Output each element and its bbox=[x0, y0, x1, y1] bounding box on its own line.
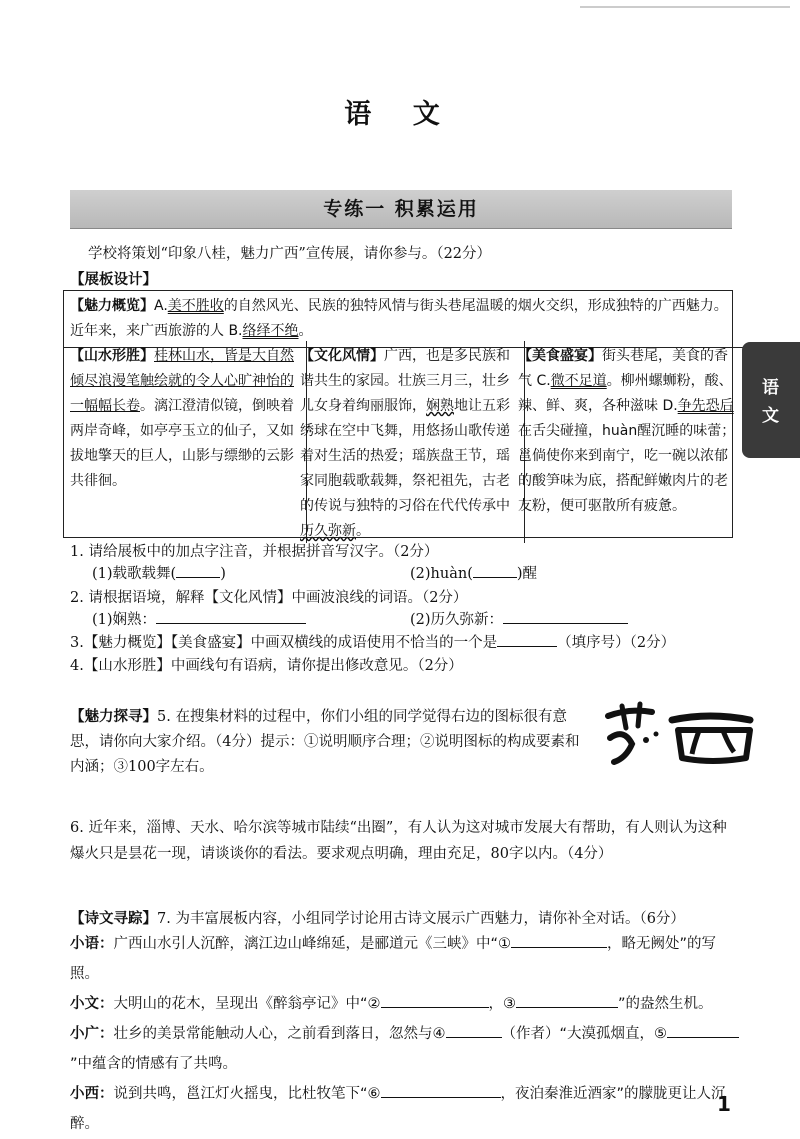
section-banner bbox=[70, 190, 732, 229]
q1-a-label: (1)载歌载舞( bbox=[92, 566, 177, 582]
food-text-c: 在舌尖碰撞，huàn醒沉睡的味蕾；邕倘使你来到南宁，吃一碗以浓郁的酸笋味为底，搭配鲜嫩肉片的老友粉，便可驱散所有疲惫。 bbox=[518, 423, 736, 514]
overview-text: 的自然风光、民族的独特风情与街头巷尾温暖的烟火交织，形成独特的广西魅力。近年来，来广西旅游的人 B. bbox=[70, 298, 728, 339]
side-tab-label: 语文 bbox=[762, 378, 779, 426]
culture-text-b: 地让五彩绣球在空中飞舞，用悠扬山歌传递着对生活的热爱；瑶族盘王节，瑶家同胞载歌载舞，祭祀祖先，古老的传说与独特的习俗在代代传承中 bbox=[300, 398, 510, 514]
blank-5[interactable] bbox=[667, 1037, 739, 1038]
board-overview bbox=[64, 291, 744, 348]
q2-part-b bbox=[410, 609, 628, 631]
option-a: A. bbox=[154, 298, 168, 314]
wavy-word-2: 历久弥新 bbox=[300, 523, 356, 539]
top-rule bbox=[580, 6, 790, 8]
q2-a-blank[interactable] bbox=[156, 623, 306, 624]
question-4: 4.【山水形胜】中画线句有语病，请你提出修改意见。（2分） bbox=[70, 658, 463, 674]
speaker-3: 小广： bbox=[70, 1026, 114, 1042]
food-tag: 【美食盛宴】 bbox=[518, 348, 602, 364]
dialogue-line-2 bbox=[70, 989, 742, 1019]
overview-tag: 【魅力概览】 bbox=[70, 298, 154, 314]
q1-part-b bbox=[410, 563, 537, 585]
idiom-d: 争先恐后 bbox=[677, 398, 734, 414]
line-3-text2: （作者）“大漠孤烟直，⑤ bbox=[501, 1026, 668, 1042]
board-label: 【展板设计】 bbox=[70, 272, 157, 288]
question-5 bbox=[70, 705, 590, 780]
board-landscape bbox=[64, 341, 307, 543]
q2-a-label: (1)娴熟： bbox=[92, 612, 157, 628]
blank-6[interactable] bbox=[381, 1097, 501, 1098]
q1-b-end: )醒 bbox=[516, 566, 538, 582]
q1-a-end: ) bbox=[220, 566, 226, 582]
q5-tag: 【魅力探寻】 bbox=[70, 709, 157, 725]
idiom-a: 美不胜收 bbox=[167, 298, 224, 314]
question-6: 6. 近年来，淄博、天水、哈尔滨等城市陆续“出圈”，有人认为这对城市发展大有帮助，有人则认为这种爆火只是昙花一现，请谈谈你的看法。要求观点明确，理由充足，80字以内。（4分） bbox=[70, 820, 727, 862]
dialogue-line-1 bbox=[70, 929, 742, 989]
q2-b-label: (2)历久弥新： bbox=[410, 612, 504, 628]
line-3-text3: ”中蕴含的情感有了共鸣。 bbox=[70, 1056, 238, 1072]
idiom-b: 络绎不绝 bbox=[242, 323, 299, 339]
q3-blank[interactable] bbox=[497, 646, 557, 647]
speaker-1: 小语： bbox=[70, 936, 114, 952]
board-culture bbox=[294, 341, 525, 543]
line-4-text: 说到共鸣，邕江灯火摇曳，比杜牧笔下“⑥ bbox=[113, 1086, 381, 1102]
food-text-b: 。柳州螺蛳粉，酸、辣、鲜、爽，各种滋味 D. bbox=[518, 373, 733, 414]
culture-tag: 【文化风情】 bbox=[300, 348, 384, 364]
q1-b-blank[interactable] bbox=[473, 577, 517, 578]
idiom-c: 微不足道 bbox=[550, 373, 607, 389]
question-2: 2. 请根据语境，解释【文化风情】中画波浪线的词语。（2分） bbox=[70, 590, 468, 606]
landscape-text: 。漓江澄清似镜，倒映着两岸奇峰，如亭亭玉立的仙子，又如拔地擎天的巨人，山影与缥缈的云影共徘徊。 bbox=[70, 398, 294, 489]
landscape-tag: 【山水形胜】 bbox=[70, 348, 154, 364]
line-2-text: 大明山的花木，呈现出《醉翁亭记》中“② bbox=[113, 996, 381, 1012]
culture-text-c: 。 bbox=[356, 523, 370, 539]
blank-2[interactable] bbox=[381, 1007, 489, 1008]
q3-text: 3.【魅力概览】【美食盛宴】中画双横线的成语使用不恰当的一个是 bbox=[70, 635, 498, 651]
q1-part-a bbox=[92, 563, 226, 585]
display-board bbox=[63, 290, 736, 539]
subject-side-tab bbox=[742, 342, 800, 458]
blank-4[interactable] bbox=[446, 1037, 502, 1038]
page-number: 1 bbox=[717, 1092, 731, 1116]
line-2-text2: ，③ bbox=[488, 996, 517, 1012]
line-3-text: 壮乡的美景常能触动人心，之前看到落日，忽然与④ bbox=[113, 1026, 446, 1042]
line-1-text: 广西山水引人沉醉，漓江边山峰绵延，是郦道元《三峡》中“① bbox=[113, 936, 512, 952]
question-3 bbox=[70, 632, 675, 654]
dialogue-line-4 bbox=[70, 1079, 742, 1139]
board-food bbox=[512, 341, 744, 543]
food-text-a: 街头巷尾，美食的香气 C. bbox=[518, 348, 728, 389]
line-2-text3: ”的盎然生机。 bbox=[618, 996, 713, 1012]
intro-text: 学校将策划“印象八桂，魅力广西”宣传展，请你参与。（22分） bbox=[88, 246, 492, 262]
line-1-text2: ，略无阙处”的写照。 bbox=[70, 936, 717, 982]
q7-text: 7. 为丰富展板内容，小组同学讨论用古诗文展示广西魅力，请你补全对话。（6分） bbox=[157, 911, 685, 927]
culture-text-a: 广西，也是多民族和谐共生的家园。壮族三月三，壮乡儿女身着绚丽服饰， bbox=[300, 348, 510, 414]
q1-b-label: (2)huàn( bbox=[410, 566, 473, 582]
blank-3[interactable] bbox=[516, 1007, 618, 1008]
overview-end: 。 bbox=[298, 323, 313, 339]
q1-a-blank[interactable] bbox=[176, 577, 220, 578]
guangxi-logo-icon bbox=[600, 698, 760, 770]
section-title: 专练一 积累运用 bbox=[323, 198, 479, 220]
dialogue bbox=[70, 929, 742, 1139]
line-4-text2: ，夜泊秦淮近酒家”的朦胧更让人沉醉。 bbox=[70, 1086, 726, 1132]
q5-text: 5. 在搜集材料的过程中，你们小组的同学觉得右边的图标很有意思，请你向大家介绍。（4分）提示：①说明顺序合理；②说明图标的构成要素和内涵；③100字左右。 bbox=[70, 709, 580, 775]
q2-part-a bbox=[92, 609, 306, 631]
underlined-sentence: 桂林山水，皆是大自然倾尽浪漫笔触绘就的令人心旷神怡的一幅幅长卷 bbox=[70, 348, 294, 414]
dialogue-line-3 bbox=[70, 1019, 742, 1079]
blank-1[interactable] bbox=[511, 947, 607, 948]
question-7 bbox=[70, 908, 740, 930]
speaker-4: 小西： bbox=[70, 1086, 114, 1102]
speaker-2: 小文： bbox=[70, 996, 114, 1012]
q2-b-blank[interactable] bbox=[503, 623, 628, 624]
question-1: 1. 请给展板中的加点字注音，并根据拼音写汉字。（2分） bbox=[70, 544, 439, 560]
q7-tag: 【诗文寻踪】 bbox=[70, 911, 157, 927]
q3-end: （填序号）（2分） bbox=[557, 635, 676, 651]
wavy-word-1: 娴熟 bbox=[426, 398, 454, 414]
page-title: 语 文 bbox=[344, 99, 456, 130]
